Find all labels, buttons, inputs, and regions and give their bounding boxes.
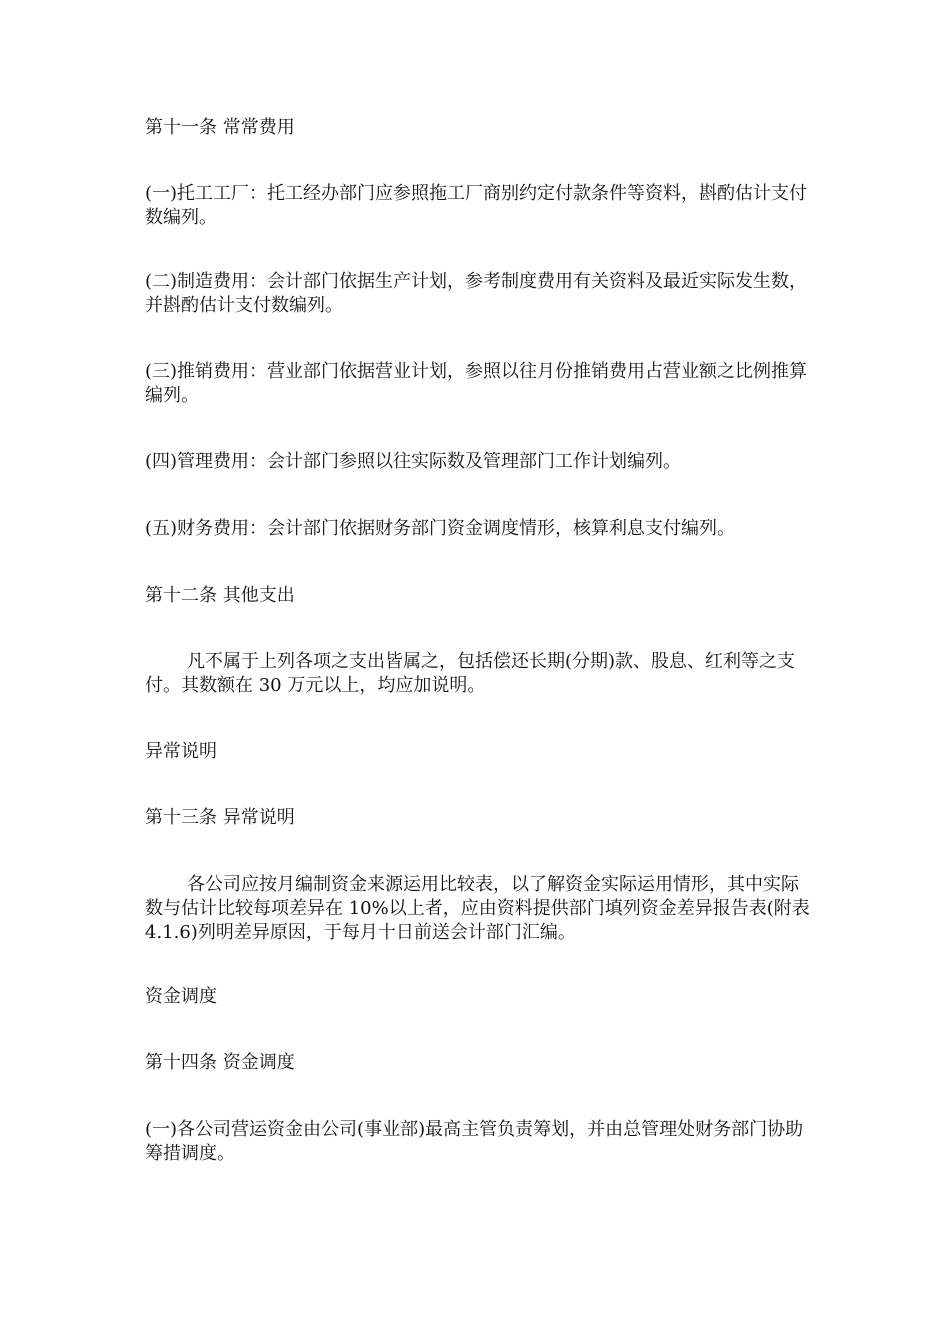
article-13-heading: 第十三条 异常说明 — [145, 807, 295, 828]
article-11-item-2: (二)制造费用：会计部门依据生产计划，参考制度费用有关资料及最近实际发生数，并斟酌估计支付数编列。 — [145, 271, 808, 316]
article-11-item-5: (五)财务费用：会计部门依据财务部门资金调度情形，核算利息支付编列。 — [145, 518, 736, 539]
article-11-item-4: (四)管理费用：会计部门参照以往实际数及管理部门工作计划编列。 — [145, 451, 682, 472]
article-12-body: 凡不属于上列各项之支出皆属之，包括偿还长期(分期)款、股息、红利等之支付。其数额在 30 万元以上，均应加说明。 — [145, 651, 796, 696]
article-11-item-1: (一)托工工厂：托工经办部门应参照拖工厂商别约定付款条件等资料，斟酌估计支付数编列。 — [145, 183, 808, 228]
article-12-heading: 第十二条 其他支出 — [145, 585, 295, 606]
article-11-heading: 第十一条 常常费用 — [145, 117, 295, 138]
section-heading-anomaly: 异常说明 — [145, 741, 217, 762]
article-14-heading: 第十四条 资金调度 — [145, 1052, 295, 1073]
article-11-item-3: (三)推销费用：营业部门依据营业计划，参照以往月份推销费用占营业额之比例推算编列。 — [145, 361, 808, 406]
article-13-body: 各公司应按月编制资金来源运用比较表，以了解资金实际运用情形，其中实际数与估计比较每项差异在 10%以上者，应由资料提供部门填列资金差异报告表(附表 4.1.6)列明差异原因，于每月十日前送会计部门汇编。 — [145, 874, 810, 943]
section-heading-funds: 资金调度 — [145, 986, 217, 1007]
article-14-item-1: (一)各公司营运资金由公司(事业部)最高主管负责筹划，并由总管理处财务部门协助筹措调度。 — [145, 1119, 804, 1164]
